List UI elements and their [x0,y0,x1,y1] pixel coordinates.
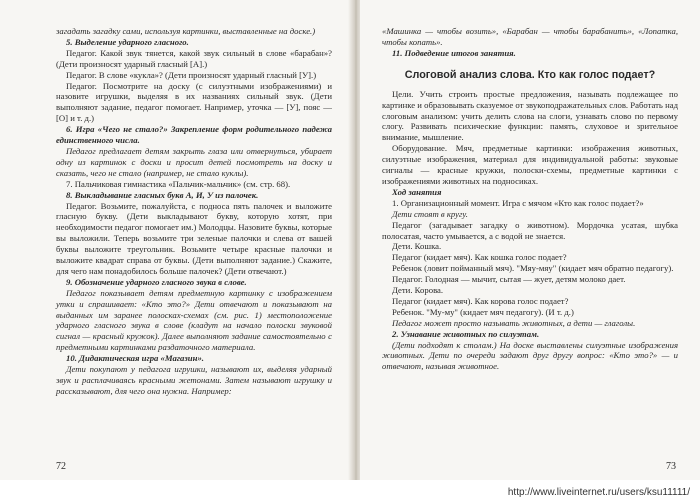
text-line: «Машинка — чтобы возить», «Барабан — чтобы барабанить», «Лопатка, чтобы копать». [382,26,678,47]
page-number: 72 [56,461,66,472]
text-line: Педагог показывает детям предметную картинку с изображением утки и спрашивает: «Кто это?» Дети отвечают и показывают на выданных им заранее полосках-схемах (см. рис. 1) местоположение ударного гласного звука в слове (кладут на начало полоски звуковой сигнал — красный кружок). Далее выполняют задание самостоятельно с предметными картинками раздаточного материала. [56,287,332,353]
text-line: Педагог. Возьмите, пожалуйста, с подноса пять палочек и выложите гласную букву. (Дети выкладывают букву, которую хотят, при необходимости педагог помогает им.) Молодцы. Назовите буквы, которые вы выложили. Теперь возьмите три зеленые палочки и слева от вашей буквы выложите треугольник. Возьмите четыре красные палочки и выложите квадрат справа от буквы. (Дети выполняют задание.) Скажите, для чего нам понадобилось больше палочек? (Дети отвечают.) [56,200,332,276]
text-line: Дети. Кошка. [392,241,442,252]
text-line: Педагог может просто называть животных, а дети — глаголы. [392,317,636,328]
text-line: Педагог предлагает детям закрыть глаза или отвернуться, убирает одну из картинок с доски и просит детей посмотреть на доску и сказать, чего не стало (например, не стало куклы). [56,145,332,178]
text-line: Дети стоят в кругу. [392,208,468,219]
text-line: Педагог. В слове «кукла»? (Дети произносят ударный гласный [У].) [66,69,317,80]
course-title: Ход занятия [392,186,442,197]
footer-url: http://www.liveinternet.ru/users/ksu11111/ [507,487,690,498]
section-heading: 2. Узнавание животных по силуэтам. [392,328,540,339]
left-page-text [56,26,332,397]
right-page-text [382,26,678,59]
section-heading: 9. Обозначение ударного гласного звука в слове. [66,276,247,287]
section-heading: 8. Выкладывание гласных букв А, И, У из палочек. [66,189,259,200]
text-line: Педагог (кидает мяч). Как кошка голос подает? [392,252,567,263]
section-heading: 11. Подведение итогов занятия. [392,47,516,58]
text-line: Педагог (загадывает загадку о животном). Мордочка усатая, шубка полосатая, часто умывается, а с водой не знается. [382,219,678,241]
left-page [0,0,352,480]
lesson-title: Слоговой анализ слова. Кто как голос подает? [404,68,656,81]
page-number: 73 [666,461,676,472]
text-line: Педагог. Голодная — мычит, сытая — жует, детям молоко дает. [392,274,626,285]
lesson-text [382,89,678,373]
text-line: Дети. Корова. [392,285,444,296]
text-line: Педагог. Посмотрите на доску (с силуэтными изображениями) и назовите игрушки, выделяя в их названиях сильный звук. (Дети выполняют задание, педагог помогает. Например, уточка — [У], пояс — [О] и т. д.) [56,80,332,124]
text-line: Ребенок. "Му-му" (кидает мяч педагогу). (И т. д.) [392,306,574,317]
text-line: Педагог. Какой звук тянется, какой звук сильный в слове «барабан»? (Дети произносят ударный гласный [А].) [56,47,332,69]
text-line: Педагог (кидает мяч). Как корова голос подает? [392,295,569,306]
section-heading: 5. Выделение ударного гласного. [66,36,189,47]
section-heading: 7. Пальчиковая гимнастика «Пальчик-мальчик» (см. стр. 68). [66,178,291,189]
text-line: загадать загадку сами, используя картинки, выставленные на доске.) [56,26,316,36]
section-heading: 6. Игра «Чего не стало?» Закрепление форм родительного падежа единственного числа. [56,124,332,146]
right-page [360,0,700,480]
text-line: 1. Организационный момент. Игра с мячом «Кто как голос подает?» [392,197,644,208]
text-line: (Дети подходят к столам.) На доске выставлены силуэтные изображения животных. Дети по очереди задают друг другу вопрос: «Кто это?» — и отвечают, называя животное. [382,339,678,372]
text-line: Дети покупают у педагога игрушки, называют их, выделяя ударный звук и расплачиваясь красными жетонами. Затем называют игрушку и рассказывают, для чего она нужна. Например: [56,364,332,396]
text-line: Цели. Учить строить простые предложения, называть подлежащее по картинке и образовывать сказуемое от звукоподражательных слов. Работать над слоговым анализом: учить делить слова на слоги, узнавать слово по первому слогу. Развивать психические функции: память, слуховое и зрительное внимание, мышление. [382,88,678,143]
text-line: Ребенок (ловит пойманный мяч). "Мяу-мяу" (кидает мяч обратно педагогу). [392,263,674,274]
text-line: Оборудование. Мяч, предметные картинки: изображения животных, силуэтные изображения, материал для индивидуальной работы: звуковые сигналы — красные кружки, полоски-схемы, предметные картинки с изображениями животных на подносиках. [382,143,678,186]
section-heading: 10. Дидактическая игра «Магазин». [66,353,204,364]
